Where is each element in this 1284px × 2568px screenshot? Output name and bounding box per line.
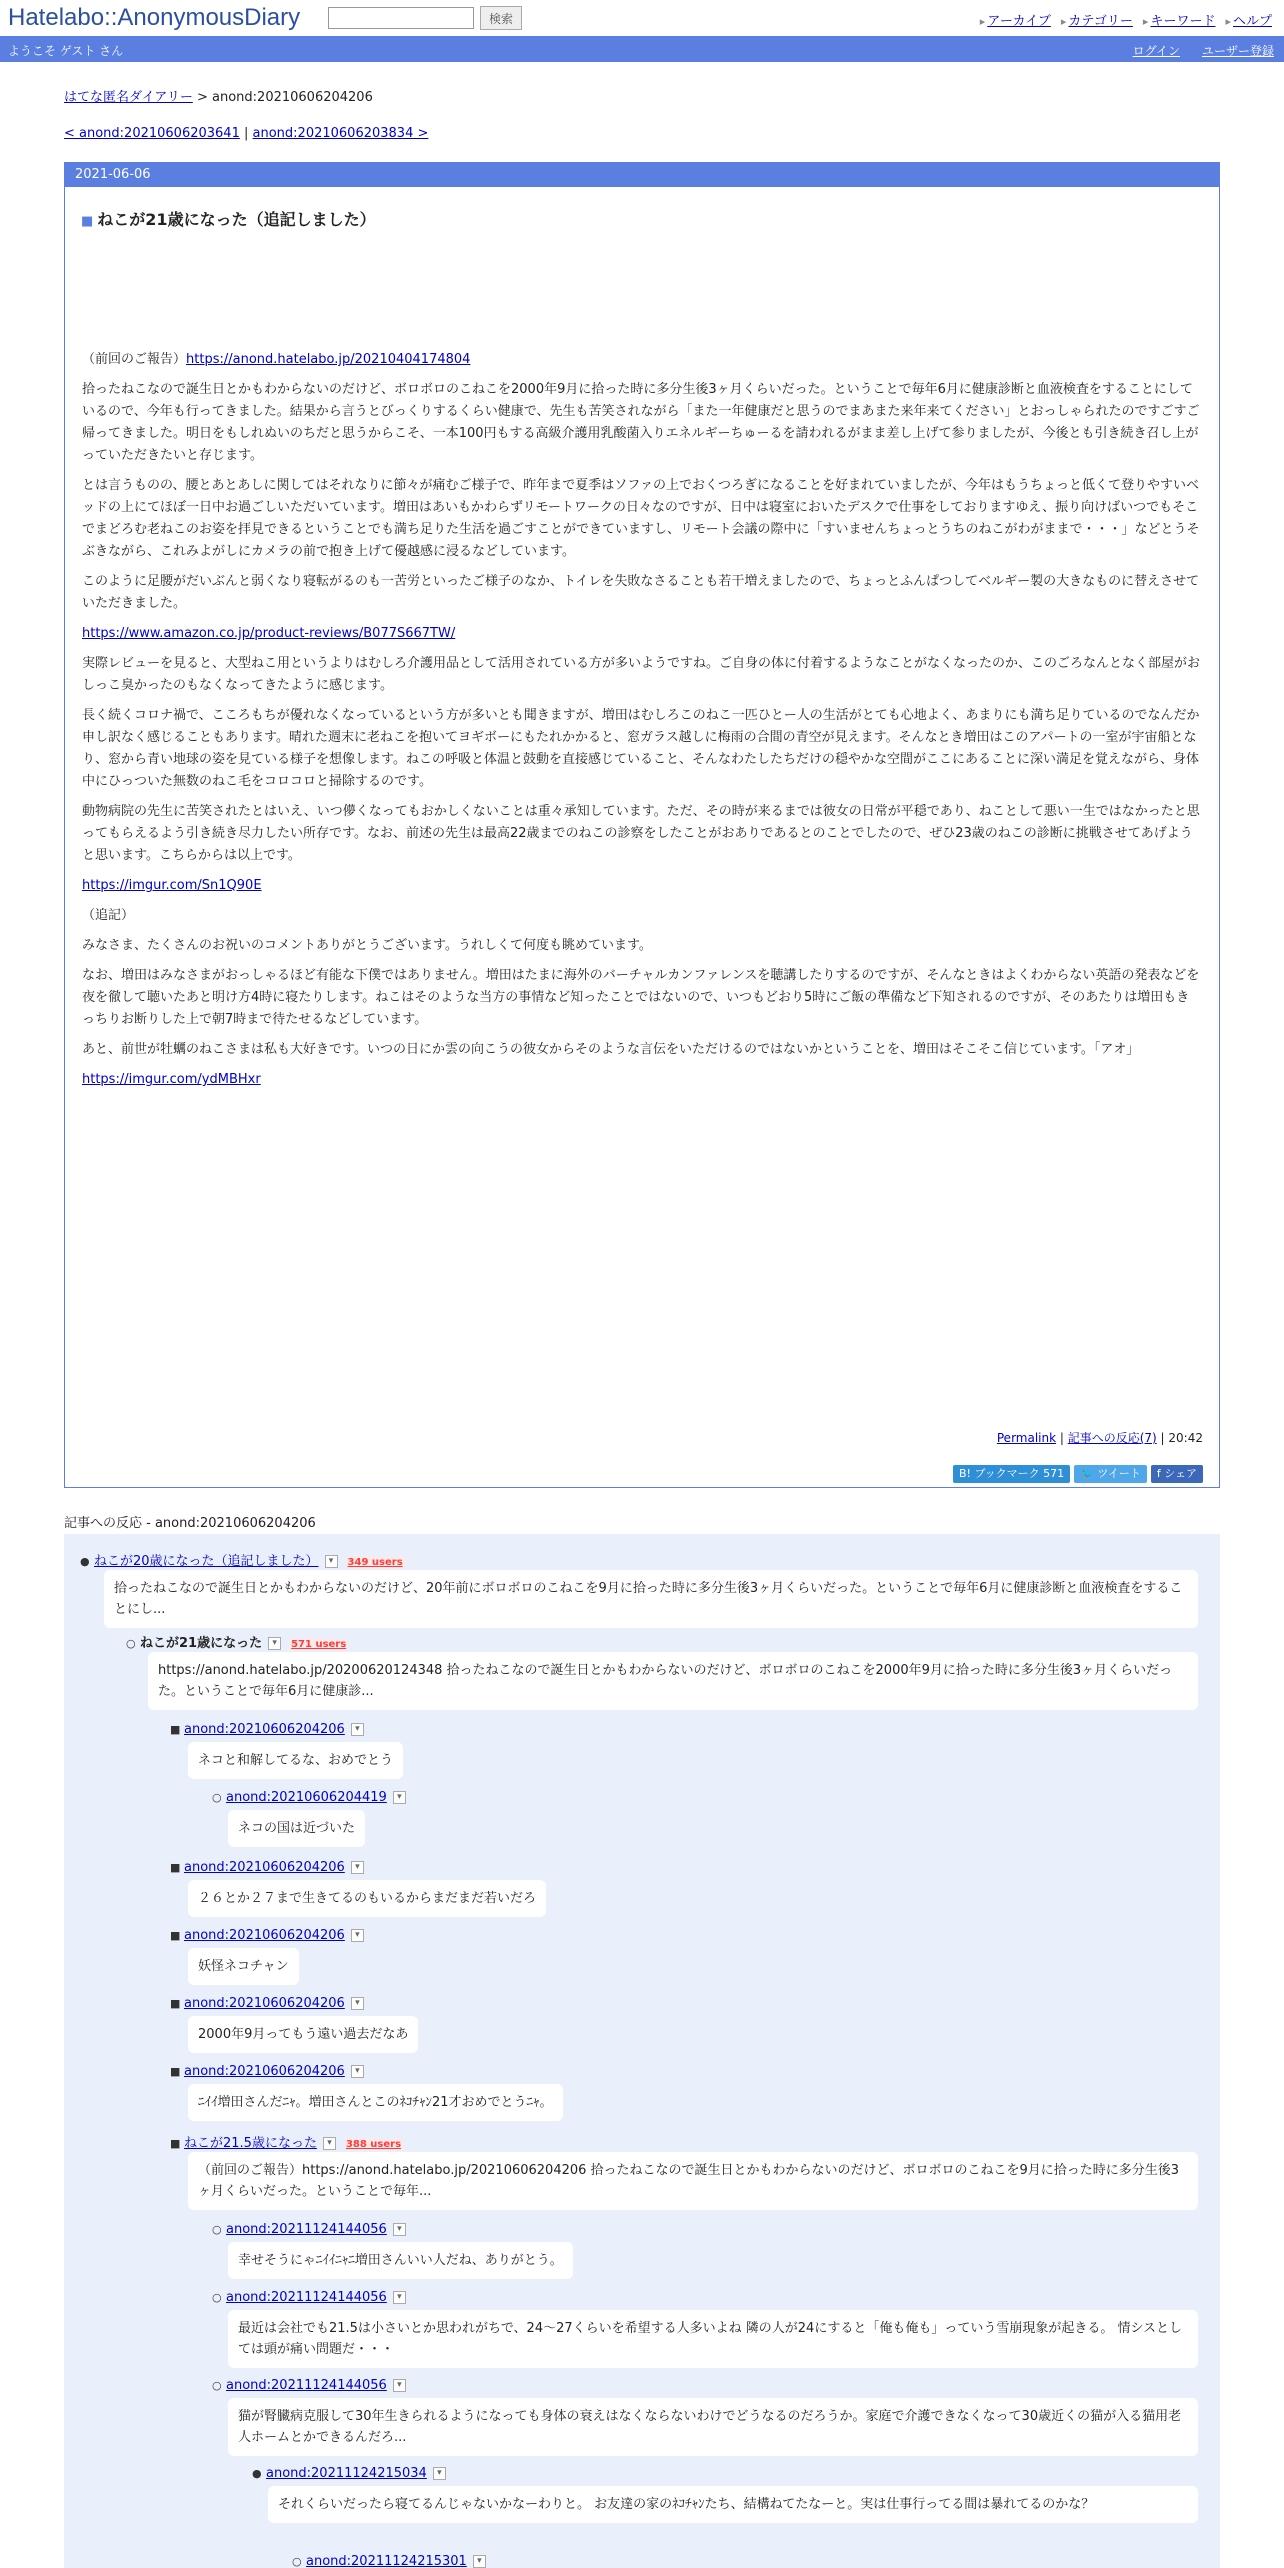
dropdown-icon[interactable]: ▾ xyxy=(393,1791,406,1804)
breadcrumb-home[interactable]: はてな匿名ダイアリー xyxy=(64,90,193,105)
bullet-square-icon: ■ xyxy=(170,1997,181,2010)
tweet-button[interactable]: 🐦 ツイート xyxy=(1074,1465,1147,1483)
dropdown-icon[interactable]: ▾ xyxy=(351,1723,364,1736)
imgur-link-2[interactable]: https://imgur.com/ydMBHxr xyxy=(82,1072,261,1087)
dropdown-icon[interactable]: ▾ xyxy=(323,2137,336,2150)
reaction-excerpt: https://anond.hatelabo.jp/20200620124348 拾ったねこなので誕生日とかもわからないのだけど、ボロボロのこねこを2000年9月に拾った時に多分生後3ヶ月くらいだった。ということで毎年6月に健康診... xyxy=(148,1652,1198,1710)
reactions-tree xyxy=(64,1534,1220,2568)
reaction-excerpt: 幸せそうにゃﾆｲｲﾆｬﾆ増田さんいい人だね、ありがとう。 xyxy=(228,2242,573,2279)
reaction-excerpt: ネコの国は近づいた xyxy=(228,1810,365,1847)
reaction-link[interactable]: anond:20211124215301 xyxy=(306,2554,467,2568)
paragraph: 長く続くコロナ禍で、こころもちが優れなくなっているという方が多いとも聞きますが、増田はむしろこのねこ一匹ひとー人の生活がとても心地よく、あまりにも満ち足りているのでなんだか申し訳なく感じることもあります。晴れた週末に老ねこを抱いてヨギボーにもたれかかると、窓ガラス越しに梅雨の合間の青空が見えます。そんなとき増田はこのアパートの一室が宇宙船となり、窓から青い地球の姿を見ている様子を想像します。ねこの呼吸と体温と鼓動を直接感じていること、そんなわたしたちだけの穏やかな空間がここにあることに深い満足を覚えながら、身体中にひっついた無数のねこ毛をコロコロと掃除するのです。 xyxy=(82,708,1200,789)
reaction-title-link[interactable]: ねこが21.5歳になった xyxy=(184,2136,317,2151)
dropdown-icon[interactable]: ▾ xyxy=(268,1637,281,1650)
keyword-link[interactable]: ▸ キーワード xyxy=(1143,14,1216,29)
reaction-excerpt: ネコと和解してるな、おめでとう xyxy=(188,1742,403,1779)
top-header xyxy=(0,0,1284,36)
dropdown-icon[interactable]: ▾ xyxy=(325,1555,338,1568)
entry-date: 2021-06-06 xyxy=(65,163,1219,187)
reaction-link[interactable]: anond:20211124144056 xyxy=(226,2290,387,2305)
diary-entry xyxy=(64,162,1220,1488)
bullet-disc-icon: ● xyxy=(252,2467,262,2480)
reaction-excerpt: （前回のご報告）https://anond.hatelabo.jp/20210606204206 拾ったねこなので誕生日とかもわからないのだけど、ボロボロのこねこを9月に拾った時に多分生後3ヶ月くらいだった。ということで毎年... xyxy=(188,2152,1198,2210)
paragraph: なお、増田はみなさまがおっしゃるほど有能な下僕ではありません。増田はたまに海外のバーチャルカンファレンスを聴講したりするのですが、そんなときはよくわからない英語の発表などを夜を徹して聴いたあと明け方4時に寝たりします。ねこはそのような当方の事情など知ったことではないので、いつもどおり5時にご飯の準備など下知されるのですが、そのあたりは増田もきっちりお断りした上で朝7時まで待たせるなどしています。 xyxy=(82,968,1200,1027)
imgur-link[interactable]: https://imgur.com/Sn1Q90E xyxy=(82,878,262,893)
permalink[interactable]: Permalink xyxy=(996,1431,1057,1445)
archive-link[interactable]: ▸ アーカイブ xyxy=(980,14,1051,29)
dropdown-icon[interactable]: ▾ xyxy=(473,2555,486,2568)
paragraph: みなさま、たくさんのお祝いのコメントありがとうございます。うれしくて何度も眺めています。 xyxy=(82,938,652,953)
reaction-excerpt: ２６とか２７まで生きてるのもいるからまだまだ若いだろ xyxy=(188,1880,546,1917)
reaction-link[interactable]: anond:20211124144056 xyxy=(226,2222,387,2237)
reactions-link[interactable]: 記事への反応(7) xyxy=(1067,1431,1157,1445)
bullet-circle-icon: ○ xyxy=(212,1791,222,1804)
bullet-square-icon: ■ xyxy=(170,1929,181,1942)
reaction-link[interactable]: anond:20211124144056 xyxy=(226,2378,387,2393)
top-links xyxy=(970,10,1272,29)
previous-report-link[interactable]: https://anond.hatelabo.jp/20210404174804 xyxy=(186,352,471,367)
dropdown-icon[interactable]: ▾ xyxy=(393,2223,406,2236)
help-link[interactable]: ▸ ヘルプ xyxy=(1225,14,1272,29)
breadcrumb: はてな匿名ダイアリー > anond:20210606204206 xyxy=(64,90,373,105)
reaction-link[interactable]: anond:20210606204419 xyxy=(226,1790,387,1805)
reaction-excerpt: 猫が腎臓病克服して30年生きられるようになっても身体の衰えはなくならないわけでどうなるのだろうか。家庭で介護できなくなって30歳近くの猫が入る猫用老人ホームとかできるんだろ... xyxy=(228,2398,1198,2456)
paragraph: 動物病院の先生に苦笑されたとはいえ、いつ儚くなってもおかしくないことは重々承知しています。ただ、その時が来るまでは彼女の日常が平穏であり、ねことして悪い一生ではなかったと思ってもらえるよう引き続き尽力したい所存です。なお、前述の先生は最高22歳までのねこの診察をしたことがおありであるとのことでしたので、ぜひ23歳のねこの診断に挑戦させてあげようと思います。こちらからは以上です。 xyxy=(82,804,1200,863)
welcome-bar xyxy=(0,36,1284,62)
reaction-link[interactable]: anond:20211124215034 xyxy=(266,2466,427,2481)
facebook-icon: f xyxy=(1156,1467,1165,1480)
bullet-square-icon: ■ xyxy=(170,2065,181,2078)
list-item xyxy=(170,1860,364,1875)
entry-pager: < anond:20210606203641 | anond:20210606203834 > xyxy=(64,126,429,141)
share-buttons xyxy=(949,1465,1203,1483)
bookmark-users-badge[interactable]: 349 users xyxy=(347,1557,403,1568)
welcome-text: ようこそ ゲスト さん xyxy=(8,44,124,58)
reaction-link[interactable]: anond:20210606204206 xyxy=(184,1722,345,1737)
reaction-excerpt: 妖怪ネコチャン xyxy=(188,1948,299,1985)
list-item xyxy=(170,2132,403,2151)
entry-body: （前回のご報告）https://anond.hatelabo.jp/20210404174804 拾ったねこなので誕生日とかもわからないのだけど、ボロボロのこねこを2000年9月に拾った時に多分生後3ヶ月くらいだった。ということで毎年6月に健康診断と血液検査をすることにしているので、今年も行ってきました。結果から言うとびっくりするくらい健康で、先生も苦笑されながら「また一年健康だと思うのでまあまた来年来てください」とおっしゃられたのですごすご帰ってきました。明日をもしれぬいのちだと思うからこそ、一本100円もする高級介護用乳酸菌入りエネルギーちゅーるを請われるがまま差し上げて参りましたが、今後とも引き続き召し上がっていただきたいと存じます。 とは言うものの、腰とあとあしに関してはそれなりに節々が痛むご様子で、昨年まで夏季はソファの上でおくつろぎになることを好まれていましたが、今年はもうちょっと低くて登りやすいベッドの上にてほぼ一日中お過ごしいただいています。増田はあいもかわらずリモートワークの日々なのですが、日中は寝室においたデスクで仕事をしておりますゆえ、振り向けばいつでもそこでまどろむ老ねこのお姿を拝見できるということでも満ち足りた生活を過ごすことができていますし、リモート会議の際中に「すいませんちょっとうちのねこがわがままで・・・」などとうそぶきながら、これみよがしにカメラの前で抱き上げて優越感に浸るなどしています。 このように足腰がだいぶんと弱くなり寝転がるのも一苦労といったご様子のなか、トイレを失敗なさることも若干増えましたので、ちょっとふんぱつしてベルギー製の大きなものに替えさせていただきました。 https://www.amazon.co.jp/product-reviews/B077S667TW/ 実際レビューを見ると、大型ねこ用というよりはむしろ介護用品として活用されている方が多いようですね。ご自身の体に付着するようなことがなくなったのか、このごろなんとなく部屋がおしっこ臭かったのもなくなってきたように感じます。 長く続くコロナ禍で、こころもちが優れなくなっているという方が多いとも聞きますが、増田はむしろこのねこ一匹ひとー人の生活がとても心地よく、あまりにも満ち足りているのでなんだか申し訳なく感じることもあります。晴れた週末に老ねこを抱いてヨギボーにもたれかかると、窓ガラス越しに梅雨の合間の青空が見えます。そんなとき増田はこのアパートの一室が宇宙船となり、窓から青い地球の姿を見ている様子を想像します。ねこの呼吸と体温と鼓動を直接感じていること、そんなわたしたちだけの穏やかな空間がここにあることに深い満足を覚えながら、身体中にひっついた無数のねこ毛をコロコロと掃除するのです。 動物病院の先生に苦笑されたとはいえ、いつ儚くなってもおかしくないことは重々承知しています。ただ、その時が来るまでは彼女の日常が平穏であり、ねことして悪い一生ではなかったと思ってもらえるよう引き続き尽力したい所存です。なお、前述の先生は最高22歳までのねこの診察をしたことがおありであるとのことでしたので、ぜひ23歳のねこの診断に挑戦させてあげようと思います。こちらからは以上です。 https://imgur.com/Sn1Q90E （追記） みなさま、たくさんのお祝いのコメントありがとうございます。うれしくて何度も眺めています。 なお、増田はみなさまがおっしゃるほど有能な下僕ではありません。増田はたまに海外のバーチャルカンファレンスを聴講したりするのですが、そんなときはよくわからない英語の発表などを夜を徹して聴いたあと明け方4時に寝たりします。ねこはそのような当方の事情など知ったことではないので、いつもどおり5時にご飯の準備など下知されるのですが、そのあたりは増田もきっちりお断りした上で朝7時まで待たせるなどしています。 あと、前世が牡蠣のねこさまは私も大好きです。いつの日にか雲の向こうの彼女からそのような言伝をいただけるのではないかということを、増田はそこそこ信じています。「アオ」 https://imgur.com/ydMBHxr xyxy=(82,352,1201,1087)
dropdown-icon[interactable]: ▾ xyxy=(351,1997,364,2010)
list-item xyxy=(212,1790,406,1805)
prev-entry-link[interactable]: < anond:20210606203641 xyxy=(64,126,240,141)
reaction-link[interactable]: anond:20210606204206 xyxy=(184,2064,345,2079)
reaction-excerpt: 最近は会社でも21.5は小さいとか思われがちで、24～27くらいを希望する人多いよね 隣の人が24にすると「俺も俺も」っていう雪崩現象が起きる。 情シスとしては頭が痛い問題だ・・・ xyxy=(228,2310,1198,2368)
category-link[interactable]: ▸ カテゴリー xyxy=(1061,14,1133,29)
entry-meta: Permalink | 記事への反応(7) | 20:42 xyxy=(996,1431,1203,1445)
reaction-excerpt: 拾ったねこなので誕生日とかもわからないのだけど、20年前にボロボロのこねこを9月に拾った時に多分生後3ヶ月くらいだった。ということで毎年6月に健康診断と血液検査をすることにし... xyxy=(104,1570,1198,1628)
list-item xyxy=(212,2290,406,2305)
entry-title: ■ ねこが21歳になった（追記しました） xyxy=(81,210,376,229)
bullet-circle-icon: ○ xyxy=(292,2555,302,2568)
dropdown-icon[interactable]: ▾ xyxy=(433,2467,446,2480)
dropdown-icon[interactable]: ▾ xyxy=(393,2291,406,2304)
reaction-title: ねこが21歳になった xyxy=(140,1636,263,1651)
bullet-circle-icon: ○ xyxy=(126,1637,136,1650)
reaction-link[interactable]: anond:20210606204206 xyxy=(184,1996,345,2011)
reaction-link[interactable]: anond:20210606204206 xyxy=(184,1860,345,1875)
search-input[interactable] xyxy=(328,7,474,29)
list-item xyxy=(170,1722,364,1737)
paragraph: （追記） xyxy=(82,908,135,923)
bullet-circle-icon: ○ xyxy=(212,2379,222,2392)
register-link[interactable]: ユーザー登録 xyxy=(1201,44,1274,58)
site-logo[interactable]: Hatelabo::AnonymousDiary xyxy=(8,4,301,31)
bullet-square-icon: ■ xyxy=(170,1861,181,1874)
bullet-disc-icon: ● xyxy=(80,1555,90,1568)
facebook-share-button[interactable]: f シェア xyxy=(1151,1465,1203,1483)
list-item xyxy=(170,1996,364,2011)
reaction-link[interactable]: anond:20210606204206 xyxy=(184,1928,345,1943)
dropdown-icon[interactable]: ▾ xyxy=(351,1861,364,1874)
paragraph: 拾ったねこなので誕生日とかもわからないのだけど、ボロボロのこねこを2000年9月に拾った時に多分生後3ヶ月くらいだった。ということで毎年6月に健康診断と血液検査をすることにしているので、今年も行ってきました。結果から言うとびっくりするくらい健康で、先生も苦笑されながら「また一年健康だと思うのでまあまた来年来てください」とおっしゃられたのですごすご帰ってきました。明日をもしれぬいのちだと思うからこそ、一本100円もする高級介護用乳酸菌入りエネルギーちゅーるを請われるがまま差し上げて参りましたが、今後とも引き続き召し上がっていただきたいと存じます。 xyxy=(82,382,1200,463)
twitter-bird-icon: 🐦 xyxy=(1080,1467,1098,1480)
list-item xyxy=(212,2378,406,2393)
bookmark-users-badge[interactable]: 388 users xyxy=(345,2139,402,2150)
reaction-excerpt: 2000年9月ってもう遠い過去だなあ xyxy=(188,2016,418,2053)
paragraph: このように足腰がだいぶんと弱くなり寝転がるのも一苦労といったご様子のなか、トイレを失敗なさることも若干増えましたので、ちょっとふんぱつしてベルギー製の大きなものに替えさせていただきました。 xyxy=(82,574,1200,611)
bullet-square-icon: ■ xyxy=(170,1723,181,1736)
amazon-link[interactable]: https://www.amazon.co.jp/product-reviews/B077S667TW/ xyxy=(82,626,456,641)
square-icon[interactable]: ■ xyxy=(81,214,94,229)
bookmark-users-badge[interactable]: 571 users xyxy=(291,1639,347,1650)
reaction-excerpt: ﾆｲｲ増田さんだﾆｬ。増田さんとこのﾈｺﾁｬﾝ21才おめでとうﾆｬ。 xyxy=(188,2084,563,2121)
hatena-bookmark-button[interactable]: B! ブックマーク 571 xyxy=(953,1465,1070,1483)
dropdown-icon[interactable]: ▾ xyxy=(351,2065,364,2078)
list-item xyxy=(170,2064,364,2079)
next-entry-link[interactable]: anond:20210606203834 > xyxy=(252,126,429,141)
entry-time: 20:42 xyxy=(1168,1431,1203,1445)
list-item xyxy=(292,2554,486,2568)
search-button[interactable]: 検索 xyxy=(480,6,522,30)
list-item xyxy=(252,2466,446,2481)
bullet-circle-icon: ○ xyxy=(212,2291,222,2304)
list-item xyxy=(80,1550,405,1569)
reaction-title-link[interactable]: ねこが20歳になった（追記しました） xyxy=(94,1554,319,1569)
bullet-square-icon: ■ xyxy=(170,2137,181,2150)
reactions-heading: 記事への反応 - anond:20210606204206 xyxy=(64,1512,1220,1538)
paragraph: とは言うものの、腰とあとあしに関してはそれなりに節々が痛むご様子で、昨年まで夏季はソファの上でおくつろぎになることを好まれていましたが、今年はもうちょっと低くて登りやすいベッドの上にてほぼ一日中お過ごしいただいています。増田はあいもかわらずリモートワークの日々なのですが、日中は寝室においたデスクで仕事をしておりますゆえ、振り向けばいつでもそこでまどろむ老ねこのお姿を拝見できるということでも満ち足りた生活を過ごすことができていますし、リモート会議の際中に「すいませんちょっとうちのねこがわがままで・・・」などとうそぶきながら、これみよがしにカメラの前で抱き上げて優越感に浸るなどしています。 xyxy=(82,478,1200,559)
breadcrumb-current: anond:20210606204206 xyxy=(212,90,373,105)
bullet-circle-icon: ○ xyxy=(212,2223,222,2236)
reaction-excerpt: それくらいだったら寝てるんじゃないかなーわりと。 お友達の家のﾈｺﾁｬﾝたち、結構ねてたなーと。実は仕事行ってる間は暴れてるのかな？ xyxy=(268,2486,1198,2523)
list-item xyxy=(170,1928,364,1943)
login-link[interactable]: ログイン xyxy=(1132,44,1180,58)
list-item xyxy=(126,1632,348,1651)
paragraph: 実際レビューを見ると、大型ねこ用というよりはむしろ介護用品として活用されている方が多いようですね。ご自身の体に付着するようなことがなくなったのか、このごろなんとなく部屋がおしっこ臭かったのもなくなってきたように感じます。 xyxy=(82,656,1201,693)
dropdown-icon[interactable]: ▾ xyxy=(393,2379,406,2392)
paragraph: あと、前世が牡蠣のねこさまは私も大好きです。いつの日にか雲の向こうの彼女からそのような言伝をいただけるのではないかということを、増田はそこそこ信じています。「アオ」 xyxy=(82,1042,1140,1057)
list-item xyxy=(212,2222,406,2237)
dropdown-icon[interactable]: ▾ xyxy=(351,1929,364,1942)
